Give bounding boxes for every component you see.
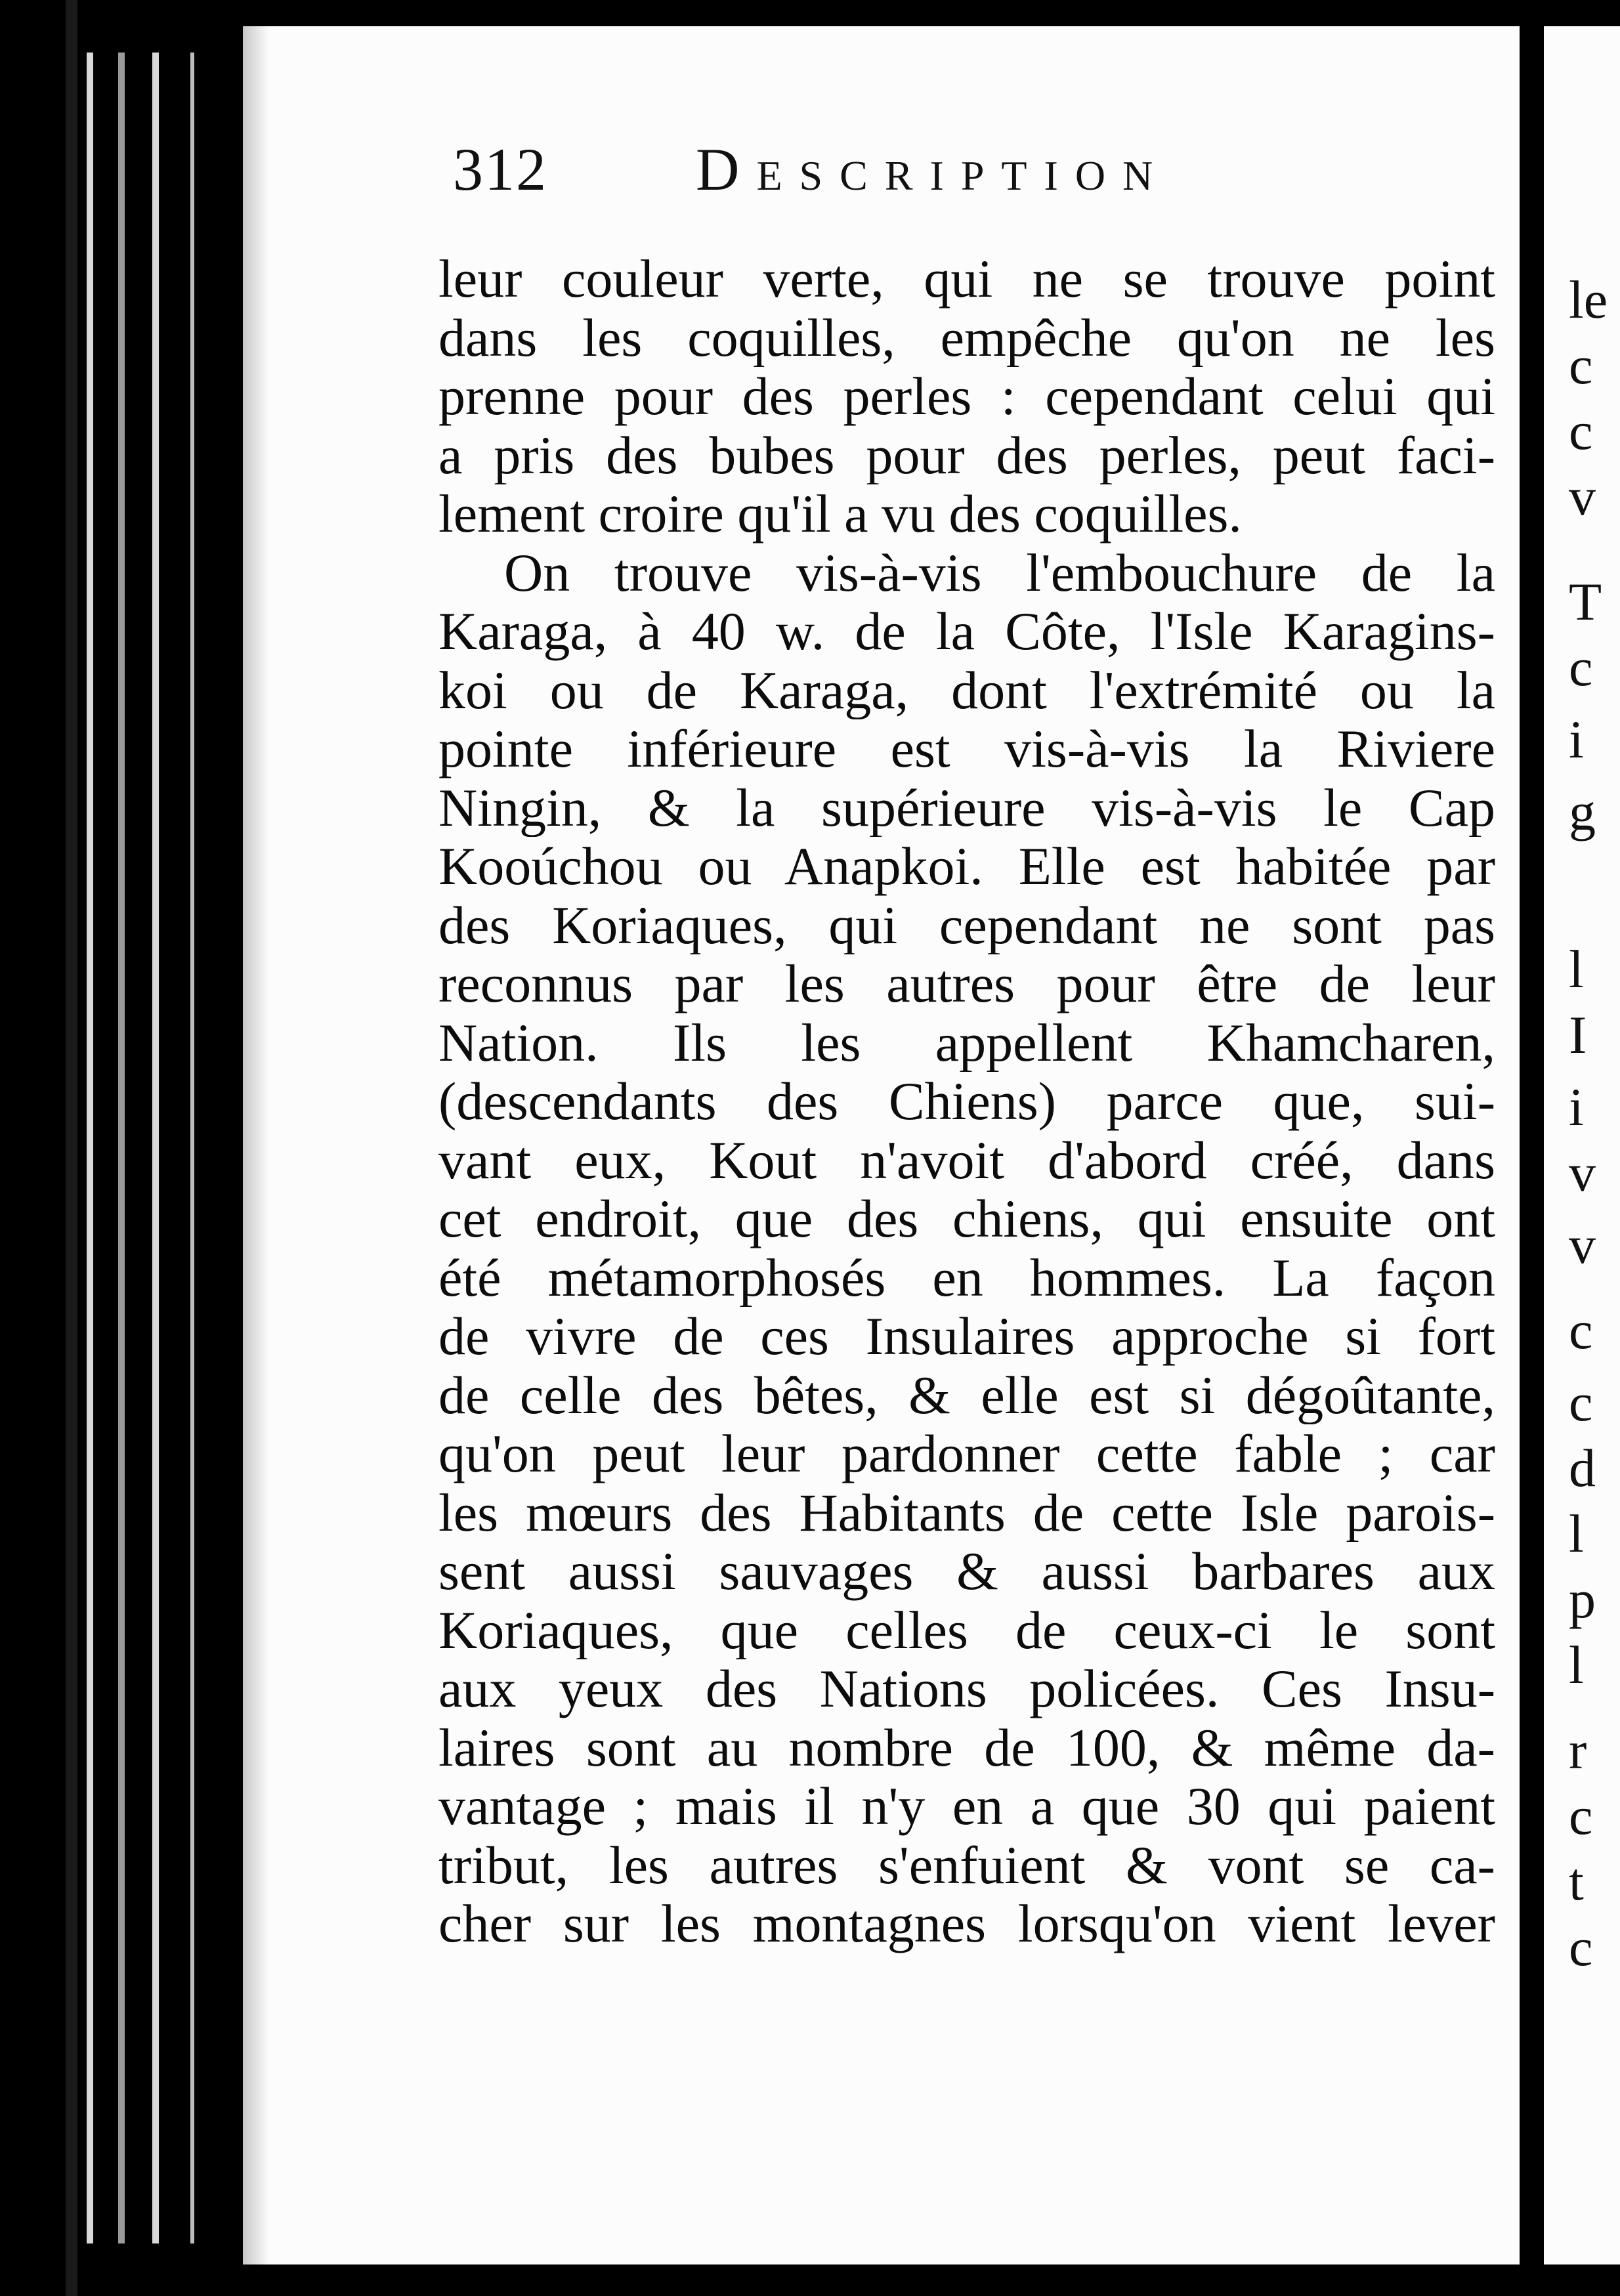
text-line: (descendants des Chiens) parce que, sui-	[438, 1072, 1495, 1131]
text-line: qu'on peut leur pardonner cette fable ; car	[438, 1424, 1495, 1483]
facing-page-edge	[1544, 26, 1620, 2264]
facing-page-fragment: c	[1569, 1372, 1593, 1432]
page-header	[453, 135, 1516, 213]
facing-page-fragment: c	[1569, 1300, 1593, 1360]
facing-page-fragment: T	[1569, 572, 1602, 631]
facing-page-fragment: p	[1569, 1569, 1596, 1629]
facing-page-fragment: l	[1569, 1635, 1584, 1695]
text-line: de vivre de ces Insulaires approche si fort	[438, 1307, 1495, 1366]
text-line: a pris des bubes pour des perles, peut faci-	[438, 425, 1495, 484]
facing-page-fragment: c	[1569, 335, 1593, 395]
text-line: sent aussi sauvages & aussi barbares aux	[438, 1542, 1495, 1601]
text-line: koi ou de Karaga, dont l'extrémité ou la	[438, 660, 1495, 719]
facing-page-fragment: c	[1569, 401, 1593, 461]
text-line: cet endroit, que des chiens, qui ensuite ont	[438, 1189, 1495, 1248]
text-line: dans les coquilles, empêche qu'on ne les	[438, 308, 1495, 367]
facing-page-fragment: I	[1569, 1005, 1587, 1065]
binding-shadow	[66, 0, 77, 2296]
page-edge	[87, 53, 93, 2243]
facing-page-fragment: l	[1569, 939, 1584, 999]
facing-page-fragment: v	[1569, 467, 1596, 526]
facing-page-fragment: v	[1569, 1215, 1596, 1275]
page-number: 312	[453, 136, 547, 203]
facing-page-fragment: t	[1569, 1852, 1584, 1911]
text-line: prenne pour des perles : cependant celui qui	[438, 367, 1495, 426]
text-line: été métamorphosés en hommes. La façon	[438, 1248, 1495, 1307]
text-line: reconnus par les autres pour être de leur	[438, 954, 1495, 1013]
text-line: laires sont au nombre de 100, & même da-	[438, 1718, 1495, 1777]
page-edge	[118, 53, 125, 2243]
text-line: vant eux, Kout n'avoit d'abord créé, dans	[438, 1130, 1495, 1189]
facing-page-fragment: c	[1569, 1786, 1593, 1846]
facing-page-fragment: d	[1569, 1438, 1596, 1498]
text-line: Karaga, à 40 w. de la Côte, l'Isle Karagins-	[438, 602, 1495, 661]
text-line: de celle des bêtes, & elle est si dégoûtante,	[438, 1365, 1495, 1424]
text-line: vantage ; mais il n'y en a que 30 qui paient	[438, 1777, 1495, 1836]
text-line: cher sur les montagnes lorsqu'on vient lever	[438, 1894, 1495, 1953]
text-line: On trouve vis-à-vis l'embouchure de la	[504, 543, 1495, 602]
facing-page-fragment: le	[1569, 270, 1608, 330]
body-text	[438, 249, 1495, 1953]
text-line: tribut, les autres s'enfuient & vont se ca-	[438, 1835, 1495, 1894]
text-line: les mœurs des Habitants de cette Isle parois-	[438, 1483, 1495, 1542]
page-edge	[152, 53, 159, 2243]
text-line: leur couleur verte, qui ne se trouve point	[438, 249, 1495, 308]
text-line: aux yeux des Nations policées. Ces Insu-	[438, 1659, 1495, 1718]
facing-page-fragment: c	[1569, 1917, 1593, 1977]
text-line: des Koriaques, qui cependant ne sont pas	[438, 895, 1495, 954]
facing-page-fragment: i	[1569, 710, 1584, 769]
running-title: Description	[696, 136, 1170, 203]
facing-page-fragment: c	[1569, 637, 1593, 697]
text-line: Ningin, & la supérieure vis-à-vis le Cap	[438, 778, 1495, 837]
text-line: pointe inférieure est vis-à-vis la Riviere	[438, 719, 1495, 778]
facing-page-fragment: r	[1569, 1720, 1587, 1780]
text-line: lement croire qu'il a vu des coquilles.	[438, 484, 1242, 543]
page-edge	[190, 53, 194, 2243]
text-line: Nation. Ils les appellent Khamcharen,	[438, 1013, 1495, 1072]
book-page	[243, 26, 1520, 2264]
facing-page-fragment: g	[1569, 782, 1596, 841]
facing-page-fragment: v	[1569, 1143, 1596, 1202]
text-line: Kooúchou ou Anapkoi. Elle est habitée par	[438, 837, 1495, 896]
gutter-shadow	[243, 26, 269, 2264]
text-line: Koriaques, que celles de ceux-ci le sont	[438, 1600, 1495, 1659]
facing-page-fragment: l	[1569, 1504, 1584, 1563]
facing-page-fragment: i	[1569, 1077, 1584, 1137]
